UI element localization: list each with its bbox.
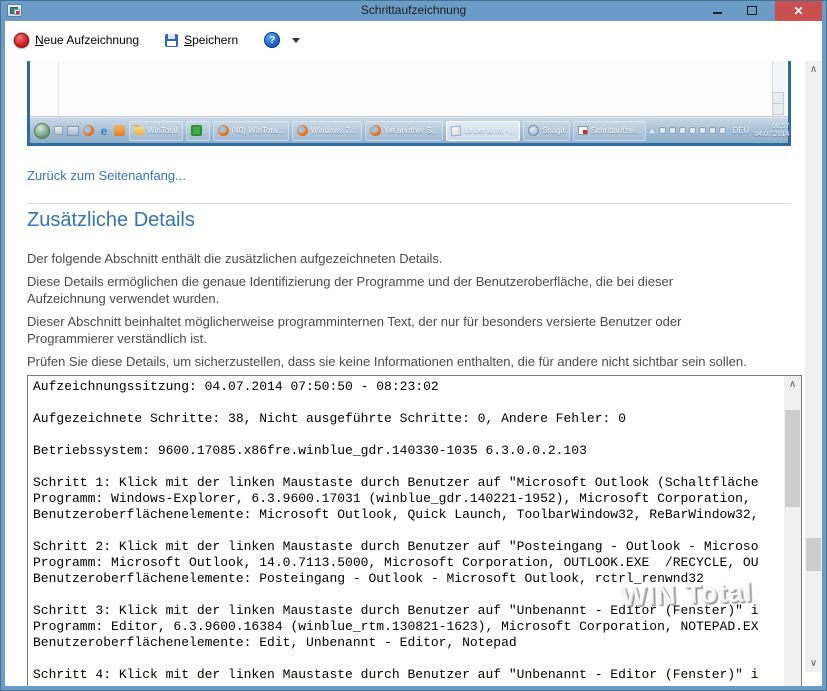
new-recording-button[interactable] (14, 33, 139, 48)
taskbar-button (573, 121, 647, 141)
taskbar-button-label: WinTotal (147, 126, 178, 135)
step-screenshot-thumbnail (27, 61, 791, 146)
paragraph: Der folgende Abschnitt enthält die zusätzlichen aufgezeichneten Details. (27, 251, 443, 266)
taskbar-button (523, 121, 570, 141)
log-line (33, 427, 796, 443)
log-line: Programm: Microsoft Outlook, 14.0.7113.5000, Microsoft Corporation, OUTLOOK.EXE /RECYCLE, OU (33, 555, 759, 570)
log-line: Benutzeroberflächenelemente: Microsoft Outlook, Quick Launch, ToolbarWindow32, ReBarWindow32, (33, 507, 759, 522)
firefox-icon (370, 125, 381, 136)
details-scrollbar-thumb[interactable] (785, 410, 800, 507)
taskbar-button-label: Windows 7... (310, 126, 357, 135)
system-tray (649, 123, 789, 139)
taskbar-button-label: (40) WinTota... (231, 126, 284, 135)
report-page (5, 59, 822, 686)
tray-icon (719, 127, 726, 134)
snagit-icon (528, 125, 539, 136)
back-to-top-link[interactable]: Zurück zum Seitenanfang... (27, 168, 186, 183)
outlook-icon (114, 125, 125, 136)
captured-window-area (30, 61, 788, 117)
page-scroll-down-icon[interactable]: ∨ (809, 658, 818, 669)
record-icon (14, 33, 29, 48)
log-line (33, 587, 796, 603)
green-app-icon (191, 125, 202, 136)
ie-icon (98, 125, 110, 137)
titlebar[interactable] (0, 0, 827, 21)
minimize-icon (713, 12, 722, 14)
log-line: Schritt 3: Klick mit der linken Maustaste durch Benutzer auf "Unbenannt - Editor (Fenster)" i (33, 603, 759, 618)
details-textbox[interactable] (27, 375, 802, 686)
wintotal-watermark: WIN Total (621, 577, 754, 613)
language-indicator: DEU (732, 126, 750, 135)
help-button[interactable]: ? (264, 32, 280, 48)
taskbar-button (292, 121, 362, 141)
log-line (33, 651, 796, 667)
intro-paragraphs (27, 250, 822, 370)
log-line: Aufgezeichnete Schritte: 38, Nicht ausgeführte Schritte: 0, Andere Fehler: 0 (33, 411, 626, 426)
captured-scrollbar (772, 61, 785, 116)
firefox-icon (83, 125, 94, 136)
recorder-icon (578, 126, 588, 135)
paragraph: Prüfen Sie diese Details, um sicherzustellen, dass sie keine Informationen enthalten, die für andere nicht sichtbar sein sollen. (27, 353, 747, 369)
details-log (28, 376, 801, 686)
window-title: Schrittaufzeichnung (360, 3, 467, 17)
tray-icon (679, 127, 686, 134)
page-scrollbar-thumb[interactable] (806, 538, 821, 571)
paragraph: Diese Details ermöglichen die genaue Identifizierung der Programme und der Benutzeroberfläche, die bei dieser Aufzeichnung verwendet wurden. (27, 273, 674, 306)
new-recording-label: Neue Aufzeichnung (35, 33, 140, 47)
taskbar-button-label: Unbenannt -... (464, 126, 516, 135)
tray-icon (709, 127, 716, 134)
log-line: Betriebssystem: 9600.17085.x86fre.winblue_gdr.140330-1035 6.3.0.0.2.103 (33, 443, 587, 458)
page-scrollbar[interactable] (805, 61, 822, 672)
start-orb (34, 123, 50, 139)
page-scroll-up-icon[interactable]: ∧ (809, 64, 818, 75)
section-divider (27, 203, 791, 204)
tray-icon (669, 127, 676, 134)
tray-icon (699, 127, 706, 134)
firefox-icon (297, 125, 308, 136)
log-line (33, 459, 796, 475)
folder-icon (134, 127, 144, 135)
floppy-icon (165, 34, 178, 47)
toolbar (5, 21, 822, 59)
captured-taskbar (30, 117, 788, 143)
paragraph: Dieser Abschnitt beinhaltet möglicherweise programminternen Text, der nur für besonders versierte Benutzer oder Programmierer verständlich ist. (27, 313, 682, 346)
log-line (33, 523, 796, 539)
taskbar-button (186, 121, 210, 141)
save-label: Speichern (184, 33, 239, 47)
maximize-icon (747, 6, 757, 15)
log-line: Benutzeroberflächenelemente: Posteingang - Outlook - Microsoft Outlook, rctrl_renwnd32 (33, 571, 704, 586)
taskbar-button-label: Schrittaufzei... (590, 126, 642, 135)
clock-time: 08:57 (771, 122, 790, 130)
save-button[interactable] (165, 33, 238, 47)
quick-launch-icons (34, 123, 129, 139)
show-desktop-icon (54, 126, 63, 135)
taskbar-button (213, 121, 289, 141)
log-line: Programm: Windows-Explorer, 6.3.9600.17031 (winblue_gdr.140221-1952), Microsoft Corporation, (33, 491, 751, 506)
taskbar-button (365, 121, 444, 141)
tray-icon (689, 127, 696, 134)
tray-overflow-icon (649, 129, 655, 133)
chevron-down-icon[interactable] (292, 38, 300, 43)
taskbar-button (129, 121, 183, 141)
log-line (33, 395, 796, 411)
minimize-button[interactable] (702, 0, 732, 21)
clock-date: 04.07.2014 (754, 130, 790, 138)
taskbar-button-label: Snagit (542, 126, 565, 135)
log-line: Programm: Editor, 6.3.9600.16384 (winblue_rtm.130821-1623), Microsoft Corporation, NOTEPAD.EX (33, 619, 759, 634)
tray-icon (659, 127, 666, 134)
log-line: Benutzeroberflächenelemente: Edit, Unbenannt - Editor, Notepad (33, 635, 517, 650)
scroll-up-icon[interactable]: ∧ (788, 379, 797, 390)
section-heading: Zusätzliche Details (27, 209, 195, 231)
taskbar-buttons (129, 121, 649, 141)
log-line: Schritt 2: Klick mit der linken Maustaste durch Benutzer auf "Posteingang - Outlook - Microso (33, 539, 759, 554)
taskbar-button (446, 121, 520, 141)
taskbar-clock (754, 123, 789, 139)
window-icon (451, 125, 462, 136)
taskbar-button-label: Yet another S... (383, 126, 439, 135)
close-button[interactable]: ✕ (775, 1, 822, 21)
log-line: Aufzeichnungssitzung: 04.07.2014 07:50:50 - 08:23:02 (33, 379, 439, 394)
firefox-icon (218, 125, 229, 136)
details-scrollbar[interactable] (784, 376, 801, 686)
log-line: Schritt 4: Klick mit der linken Maustaste durch Benutzer auf "Unbenannt - Editor (Fenster)" i (33, 667, 759, 682)
maximize-button[interactable] (737, 0, 767, 21)
log-line: Schritt 1: Klick mit der linken Maustaste durch Benutzer auf "Microsoft Outlook (Schaltfläche (33, 475, 759, 490)
window-switcher-icon (67, 126, 79, 136)
tray-icons (659, 127, 729, 134)
client-area (5, 21, 822, 686)
